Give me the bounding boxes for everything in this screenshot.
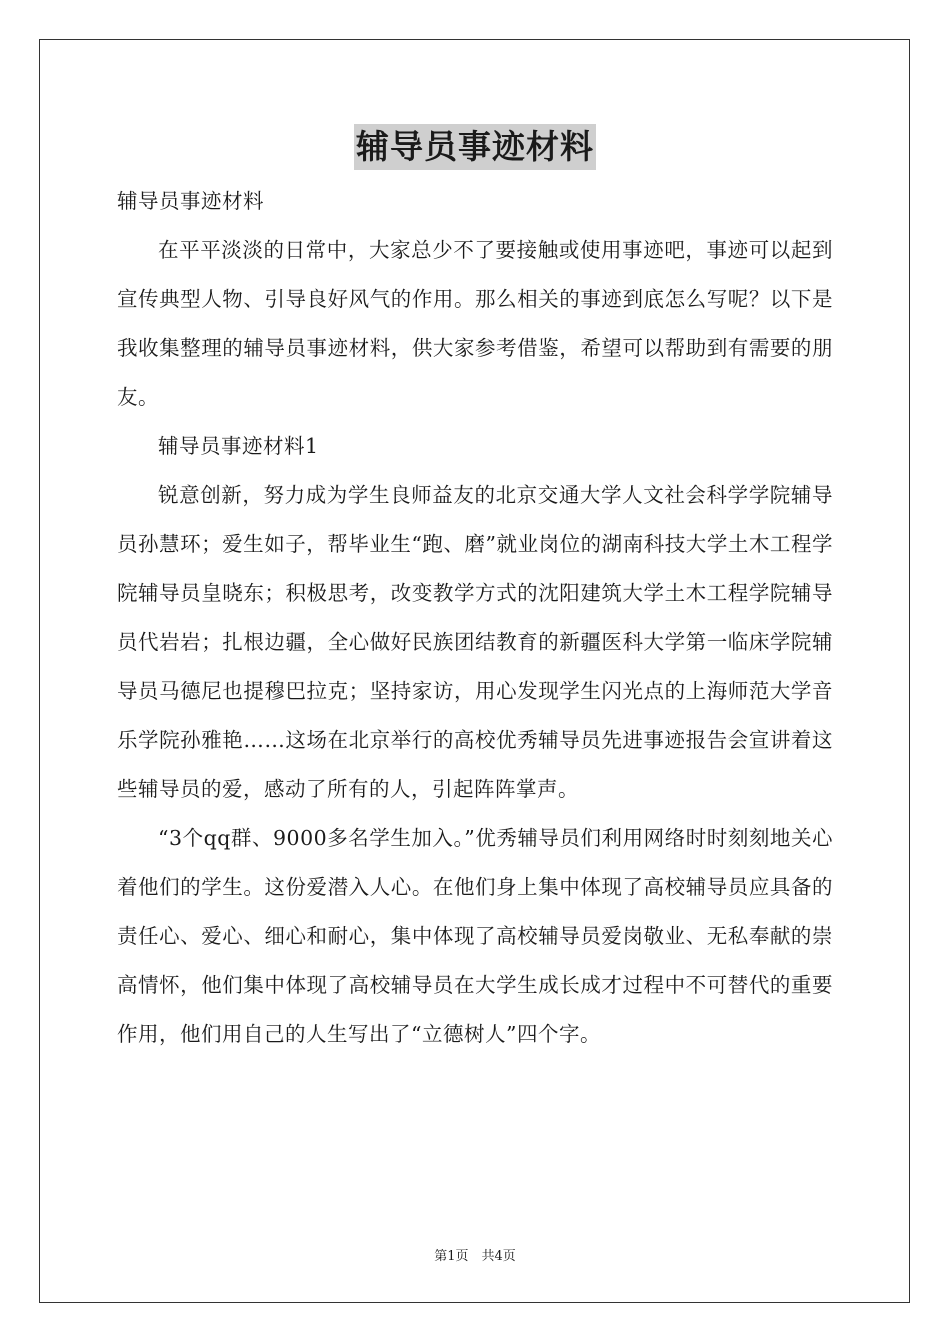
subtitle-paragraph: 辅导员事迹材料: [117, 189, 264, 213]
document-title: 辅导员事迹材料: [354, 124, 596, 170]
body-paragraph: “3个qq群、9000多名学生加入。”优秀辅导员们利用网络时时刻刻地关心着他们的学生。这份爱潜入人心。在他们身上集中体现了高校辅导员应具备的责任心、爱心、细心和耐心，集中体现了高校辅导员爱岗敬业、无私奉献的崇高情怀，他们集中体现了高校辅导员在大学生成长成才过程中不可替代的重要作用，他们用自己的人生写出了“立德树人”四个字。: [117, 826, 833, 1046]
document-title-wrapper: [0, 124, 950, 178]
intro-paragraph: 在平平淡淡的日常中，大家总少不了要接触或使用事迹吧，事迹可以起到宣传典型人物、引导良好风气的作用。那么相关的事迹到底怎么写呢？以下是我收集整理的辅导员事迹材料，供大家参考借鉴，希望可以帮助到有需要的朋友。: [117, 238, 833, 409]
page-footer: [0, 1245, 950, 1264]
section-heading: 辅导员事迹材料1: [158, 434, 319, 458]
document-body: [117, 177, 833, 1059]
page-number: 第1页 共4页: [434, 1249, 516, 1264]
body-paragraph: 锐意创新，努力成为学生良师益友的北京交通大学人文社会科学学院辅导员孙慧环；爱生如子，帮毕业生“跑、磨”就业岗位的湖南科技大学土木工程学院辅导员皇晓东；积极思考，改变教学方式的沈阳建筑大学土木工程学院辅导员代岩岩；扎根边疆，全心做好民族团结教育的新疆医科大学第一临床学院辅导员马德尼也提穆巴拉克；坚持家访，用心发现学生闪光点的上海师范大学音乐学院孙雅艳……这场在北京举行的高校优秀辅导员先进事迹报告会宣讲着这些辅导员的爱，感动了所有的人，引起阵阵掌声。: [117, 483, 833, 801]
